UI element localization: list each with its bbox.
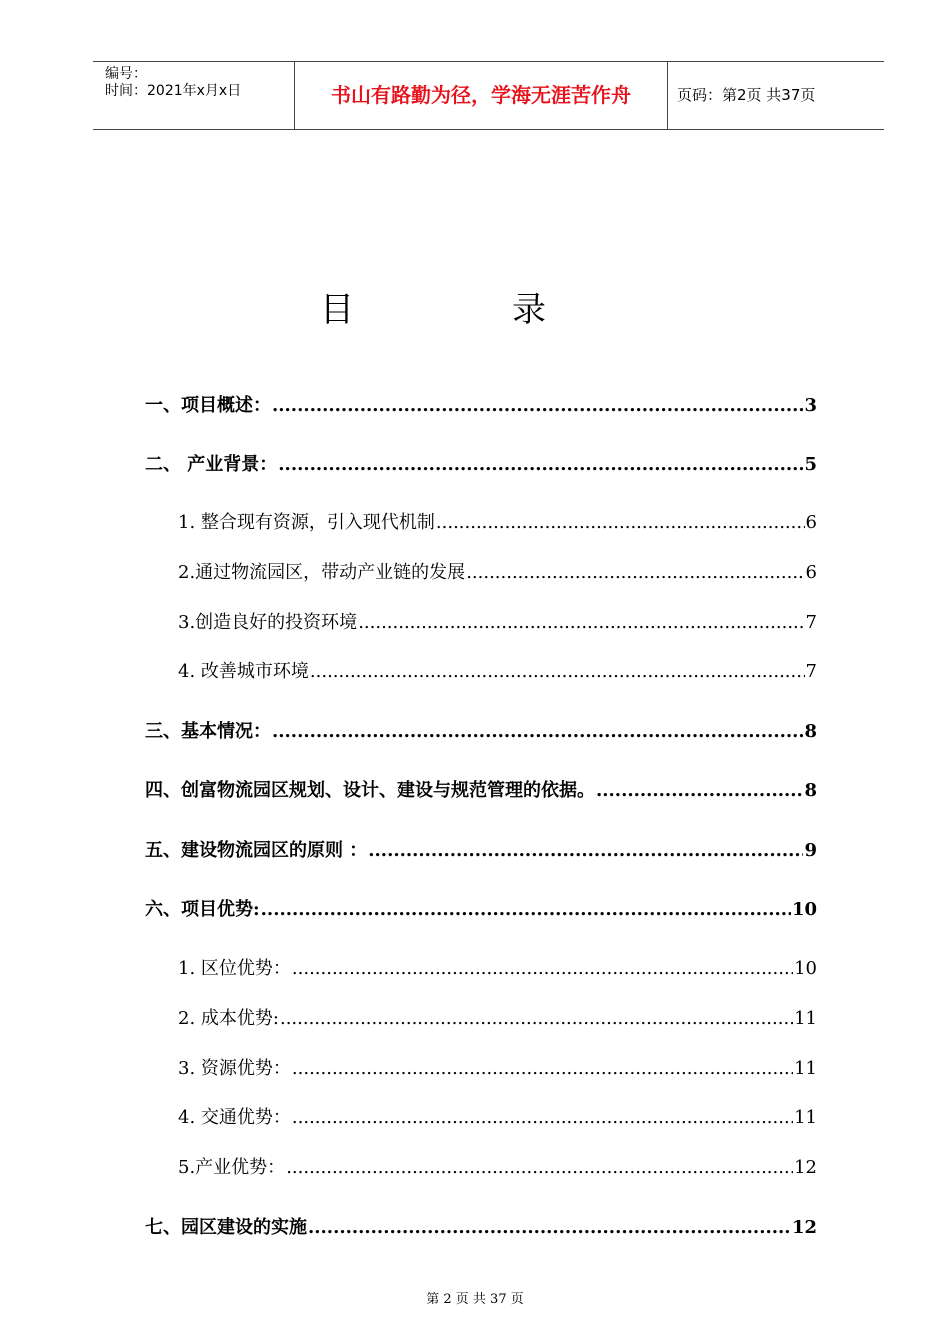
toc-entry-label: 2. 成本优势: <box>178 1008 279 1029</box>
toc-entry-label: 4. 交通优势： <box>178 1107 291 1128</box>
toc-leader-dots <box>286 1157 793 1178</box>
header-motto: 书山有路勤为径，学海无涯苦作舟 <box>295 62 668 129</box>
toc-subentry[interactable] <box>178 657 817 687</box>
document-time-label: 时间：2021年x月x日 <box>105 83 242 99</box>
toc-title-char-2: 录 <box>512 290 546 330</box>
toc-entry-page: 10 <box>794 958 817 979</box>
toc-entry-label: 4. 改善城市环境 <box>178 661 309 682</box>
toc-title-char-1: 目 <box>320 290 354 330</box>
toc-leader-dots <box>308 1217 791 1238</box>
toc-leader-dots <box>261 899 791 920</box>
toc-leader-dots <box>272 395 803 416</box>
toc-entry-page: 6 <box>805 512 817 533</box>
toc-leader-dots <box>272 721 803 742</box>
toc-subentry[interactable] <box>178 1004 817 1034</box>
toc-entry[interactable] <box>145 391 817 421</box>
toc-subentry[interactable] <box>178 558 817 588</box>
document-number-label: 编号： <box>105 66 147 82</box>
toc-entry-page: 12 <box>794 1157 817 1178</box>
header-page-info: 页码：第2页 共37页 <box>677 86 816 104</box>
toc-entry-label: 七、园区建设的实施 <box>145 1217 307 1238</box>
toc-entry-label: 六、项目优势: <box>145 899 260 920</box>
toc-entry-page: 10 <box>791 899 817 920</box>
page-footer: 第 2 页 共 37 页 <box>426 1292 524 1307</box>
toc-subentry[interactable] <box>178 954 817 984</box>
toc-entry-page: 5 <box>804 454 817 475</box>
toc-entry-page: 7 <box>805 612 817 633</box>
toc-leader-dots <box>358 612 804 633</box>
toc-leader-dots <box>280 1008 793 1029</box>
toc-entry-label: 三、基本情况： <box>145 721 271 742</box>
toc-leader-dots <box>292 1058 793 1079</box>
toc-entry-page: 12 <box>791 1217 817 1238</box>
toc-entry[interactable] <box>145 836 817 866</box>
toc-leader-dots <box>310 661 805 682</box>
toc-entry-label: 3. 资源优势： <box>178 1058 291 1079</box>
toc-entry[interactable] <box>145 717 817 747</box>
toc-entry[interactable] <box>145 895 817 925</box>
toc-subentry[interactable] <box>178 1103 817 1133</box>
toc-entry-label: 1. 区位优势： <box>178 958 291 979</box>
toc-entry-label: 3.创造良好的投资环境 <box>178 612 358 633</box>
toc-entry-label: 1. 整合现有资源，引入现代机制 <box>178 512 435 533</box>
toc-entry-page: 11 <box>794 1058 817 1079</box>
toc-entry[interactable] <box>145 1213 817 1243</box>
toc-entry-label: 二、 产业背景： <box>145 454 278 475</box>
toc-entry[interactable] <box>145 776 817 806</box>
toc-entry-label: 2.通过物流园区，带动产业链的发展 <box>178 562 466 583</box>
toc-entry-page: 8 <box>804 780 817 801</box>
toc-entry-page: 11 <box>794 1107 817 1128</box>
toc-leader-dots <box>436 512 805 533</box>
toc-subentry[interactable] <box>178 508 817 538</box>
toc-entry-label: 一、项目概述： <box>145 395 271 416</box>
toc-entry-page: 3 <box>804 395 817 416</box>
toc-subentry[interactable] <box>178 1153 817 1183</box>
toc-entry-page: 6 <box>805 562 817 583</box>
toc-entry-page: 7 <box>805 661 817 682</box>
toc-leader-dots <box>292 958 793 979</box>
toc-subentry[interactable] <box>178 608 817 638</box>
toc-entry-label: 四、创富物流园区规划、设计、建设与规范管理的依据。 <box>145 780 595 801</box>
toc-entry-page: 8 <box>804 721 817 742</box>
toc-leader-dots <box>596 780 803 801</box>
toc-leader-dots <box>368 840 803 861</box>
header-meta <box>93 62 295 129</box>
toc-entry-page: 9 <box>804 840 817 861</box>
toc-leader-dots <box>292 1107 793 1128</box>
toc-entry-page: 11 <box>794 1008 817 1029</box>
toc-entry[interactable] <box>145 450 817 480</box>
toc-leader-dots <box>466 562 804 583</box>
toc-title <box>0 282 950 332</box>
toc-subentry[interactable] <box>178 1054 817 1084</box>
toc-leader-dots <box>278 454 803 475</box>
toc-entry-label: 5.产业优势： <box>178 1157 286 1178</box>
toc-entry-label: 五、建设物流园区的原则 ： <box>145 840 368 861</box>
page-header <box>93 61 884 130</box>
